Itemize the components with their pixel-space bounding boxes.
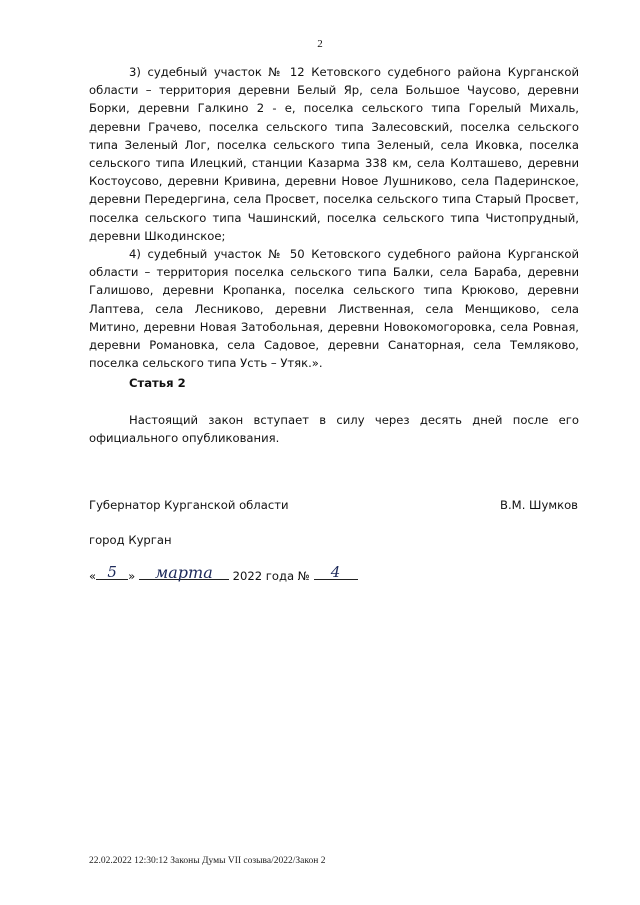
signatory-name: В.М. Шумков (500, 498, 578, 512)
handwritten-day: 5 (107, 563, 117, 581)
open-quote: « (89, 569, 97, 583)
date-line (89, 565, 358, 583)
year-text: 2022 года № (232, 569, 310, 583)
city-name: город Курган (89, 533, 172, 547)
paragraph-item-3: 3) судебный участок № 12 Кетовского судебного района Курганской области – территория деревни Белый Яр, села Большое Чаусово, деревни Борки, деревни Галкино 2 - е, поселка сельского типа Горелый Михаль, деревни Грачево, поселка сельского типа Залесовский, поселка сельского типа Зеленый Лог, поселка сельского типа Зеленый, села Иковка, поселка сельского типа Илецкий, станции Казарма 338 км, села Колташево, деревни Костоусово, деревни Кривина, деревни Новое Лушниково, села Падеринское, деревни Передергина, села Просвет, поселка сельского типа Старый Просвет, поселка сельского типа Чашинский, поселка сельского типа Чистопрудный, деревни Шкодинское; (89, 65, 579, 243)
signatory-position: Губернатор Курганской области (89, 498, 289, 512)
document-footer: 22.02.2022 12:30:12 Законы Думы VII созыва/2022/Закон 2 (89, 856, 326, 866)
day-blank (96, 565, 128, 580)
handwritten-month: марта (154, 563, 213, 582)
article-heading: Статья 2 (129, 376, 186, 390)
document-body (89, 63, 579, 372)
handwritten-number: 4 (330, 563, 341, 581)
month-blank (139, 565, 229, 580)
article-text: Настоящий закон вступает в силу через десять дней после его официального опубликования. (89, 413, 579, 446)
close-quote: » (128, 569, 136, 583)
page-number: 2 (317, 38, 323, 50)
number-blank (314, 565, 358, 580)
paragraph-item-4: 4) судебный участок № 50 Кетовского судебного района Курганской области – территория поселка сельского типа Балки, села Бараба, деревни Галишово, деревни Кропанка, поселка сельского типа Крюково, деревни Лаптева, села Лесниково, деревни Лиственная, села Менщиково, села Митино, деревни Новая Затобольная, деревни Новокомогоровка, села Ровная, деревни Романовка, села Садовое, деревни Санаторная, села Темляково, поселка сельского типа Усть – Утяк.». (89, 247, 579, 371)
